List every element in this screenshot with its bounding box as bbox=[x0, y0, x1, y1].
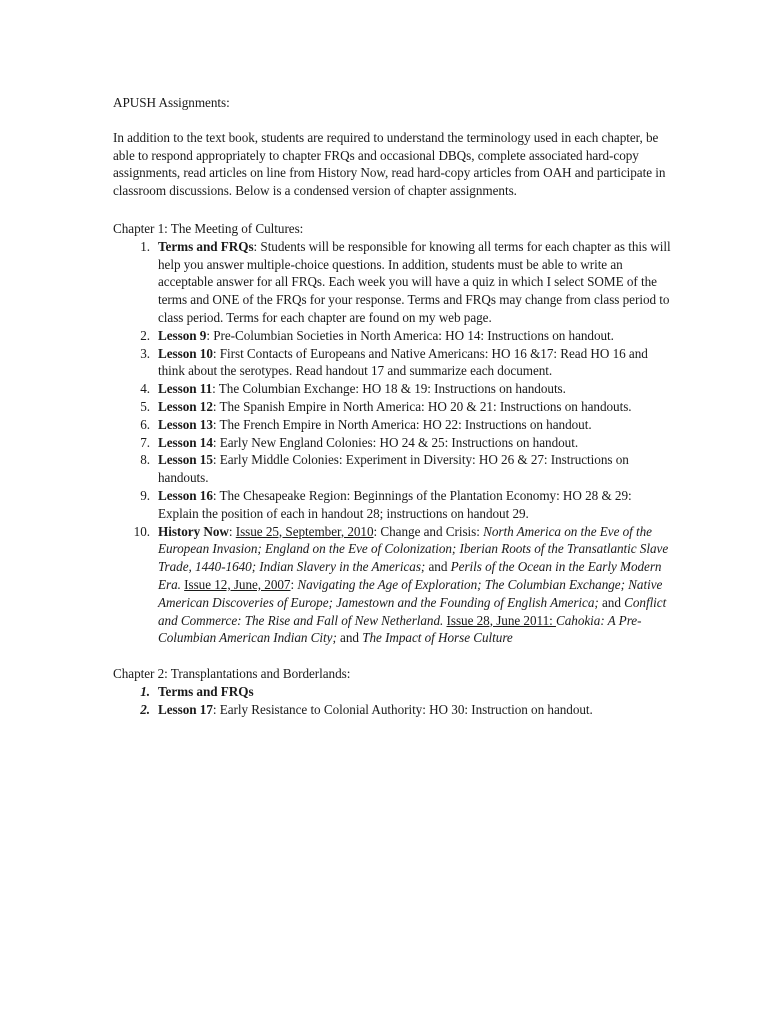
item-label: History Now bbox=[158, 523, 229, 539]
cahokia-article-title: Cahokia: A Pre-Columbian American Indian City; bbox=[158, 612, 642, 646]
item-label: Lesson 14 bbox=[158, 434, 213, 450]
item-number: 8. bbox=[140, 452, 150, 468]
list-item bbox=[113, 345, 672, 381]
conjunction-text: and bbox=[598, 594, 625, 610]
conflict-article-title: Conflict and Commerce: The Rise and Fall of New Netherland. bbox=[158, 594, 667, 628]
item-text: : The Columbian Exchange: HO 18 & 19: Instructions on handouts. bbox=[212, 381, 566, 397]
item-label: Lesson 16 bbox=[158, 487, 213, 503]
item-text: : Early New England Colonies: HO 24 & 25: Instructions on handout. bbox=[212, 434, 579, 450]
chapter-2-assignment-list bbox=[113, 683, 672, 719]
list-item bbox=[113, 416, 672, 434]
item-label: Lesson 9 bbox=[158, 327, 207, 343]
chapter-2-heading: Chapter 2: Transplantations and Borderlands: bbox=[113, 666, 351, 682]
list-item bbox=[113, 327, 672, 345]
issue-25-topic: : Change and Crisis: bbox=[373, 523, 484, 539]
item-label: Terms and FRQs bbox=[158, 238, 254, 254]
item-number: 2. bbox=[140, 327, 150, 343]
list-item bbox=[113, 701, 672, 719]
item-number: 1. bbox=[140, 238, 150, 254]
document-title: APUSH Assignments: bbox=[113, 95, 230, 110]
item-text: : The Spanish Empire in North America: HO 20 & 21: Instructions on handouts. bbox=[212, 398, 632, 414]
item-text: : Pre-Columbian Societies in North America: HO 14: Instructions on handout. bbox=[206, 327, 614, 343]
item-number: 2. bbox=[140, 701, 150, 717]
item-label: Lesson 17 bbox=[158, 701, 213, 717]
item-number: 3. bbox=[140, 345, 150, 361]
item-number: 7. bbox=[140, 434, 150, 450]
list-item bbox=[113, 238, 672, 327]
item-label: Lesson 11 bbox=[158, 381, 213, 397]
conjunction-text: and bbox=[425, 559, 451, 575]
separator-text: : bbox=[290, 576, 298, 592]
issue-25-article-titles: North America on the Eve of the European Invasion; England on the Eve of Colonization; Iberian Roots of the Transatlantic Slave Trade, 1440-1640; Indian Slavery in the Americas; bbox=[158, 523, 669, 575]
item-text: : The French Empire in North America: HO 22: Instructions on handout. bbox=[212, 416, 592, 432]
item-number: 1. bbox=[140, 683, 150, 699]
item-text: : First Contacts of Europeans and Native Americans: HO 16 &17: Read HO 16 and think about the serotypes. Read handout 17 and summarize each document. bbox=[158, 345, 648, 379]
item-label: Lesson 10 bbox=[158, 345, 213, 361]
item-label: Lesson 13 bbox=[158, 416, 213, 432]
item-number: 9. bbox=[140, 487, 150, 503]
intro-paragraph: In addition to the text book, students are required to understand the terminology used in each chapter, be able to respond appropriately to chapter FRQs and occasional DBQs, complete associated hard-copy assignments, read articles on line from History Now, read hard-copy articles from OAH and participate in classroom discussions. Below is a condensed version of chapter assignments. bbox=[113, 129, 666, 199]
item-text: : Early Resistance to Colonial Authority: HO 30: Instruction on handout. bbox=[212, 701, 593, 717]
item-number: 4. bbox=[140, 381, 150, 397]
conjunction-text: and bbox=[336, 630, 363, 646]
issue-25-link[interactable]: Issue 25, September, 2010 bbox=[235, 523, 374, 539]
separator-text: : bbox=[228, 523, 236, 539]
issue-28-link[interactable]: Issue 28, June 2011: bbox=[446, 612, 556, 628]
list-item bbox=[113, 398, 672, 416]
issue-12-article-titles: Navigating the Age of Exploration; The Columbian Exchange; Native American Discoveries of Europe; Jamestown and the Founding of English America; bbox=[158, 576, 663, 610]
item-label: Lesson 15 bbox=[158, 452, 213, 468]
history-now-item bbox=[113, 523, 672, 648]
list-item bbox=[113, 683, 672, 701]
list-item bbox=[113, 451, 672, 487]
chapter-1-assignment-list bbox=[113, 238, 672, 647]
perils-article-title: Perils of the Ocean in the Early Modern Era. bbox=[158, 559, 662, 592]
list-item bbox=[113, 434, 672, 452]
horse-culture-article-title: The Impact of Horse Culture bbox=[362, 630, 513, 646]
item-number: 6. bbox=[140, 416, 150, 432]
item-number: 10. bbox=[133, 523, 150, 539]
item-label: Lesson 12 bbox=[158, 398, 213, 414]
list-item bbox=[113, 487, 672, 523]
item-label: Terms and FRQs bbox=[158, 683, 254, 699]
item-number: 5. bbox=[140, 398, 150, 414]
list-item bbox=[113, 380, 672, 398]
item-text: : Early Middle Colonies: Experiment in Diversity: HO 26 & 27: Instructions on handouts. bbox=[158, 452, 629, 486]
chapter-1-heading: Chapter 1: The Meeting of Cultures: bbox=[113, 220, 304, 236]
item-text: : The Chesapeake Region: Beginnings of the Plantation Economy: HO 28 & 29: Explain the position of each in handout 28; instructions on handout 29. bbox=[158, 487, 632, 521]
item-text: : Students will be responsible for knowing all terms for each chapter as this will help you answer multiple-choice questions. In addition, students must be able to write an acceptable answer for all FRQs. Each week you will have a quiz in which I select SOME of the terms and ONE of the FRQs for your response. Terms and FRQs may change from class period to class period. Terms for each chapter are found on my web page. bbox=[158, 238, 671, 325]
issue-12-link[interactable]: Issue 12, June, 2007 bbox=[184, 576, 291, 592]
